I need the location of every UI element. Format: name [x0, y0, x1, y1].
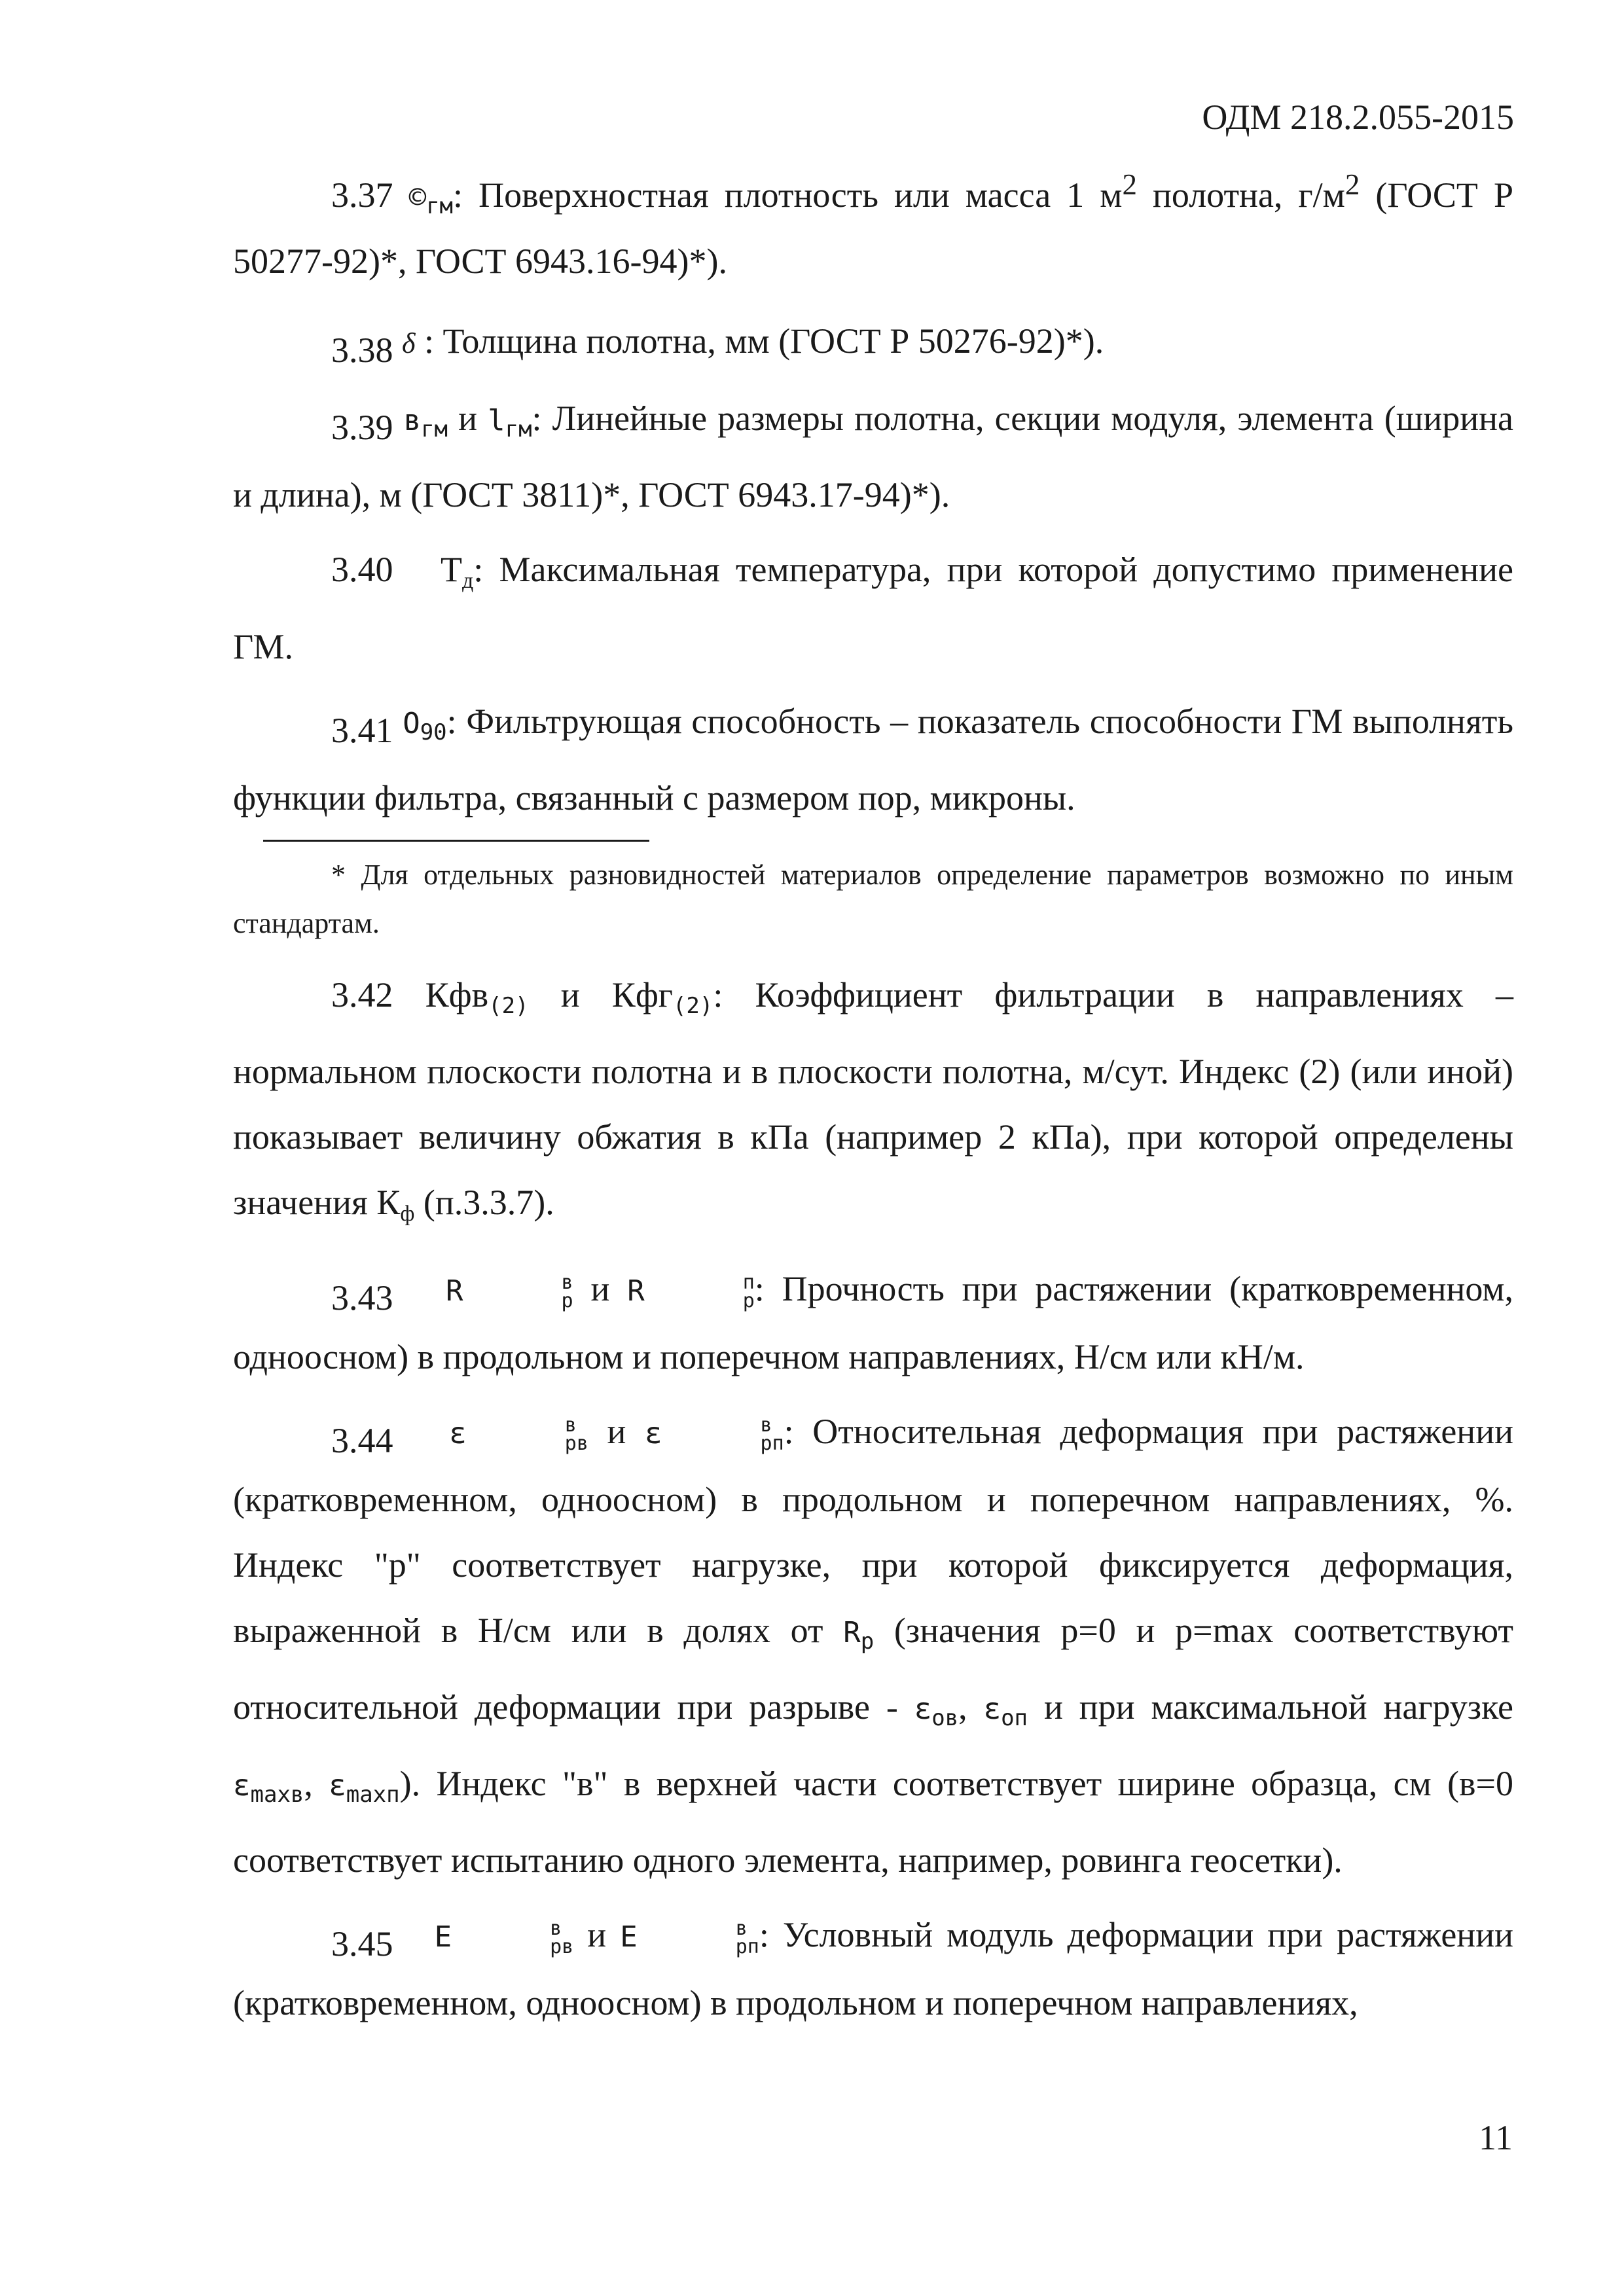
- footnote: * Для отдельных разновидностей материалов определение параметров возможно по иным стандартам.: [233, 859, 1513, 939]
- definitions-block-lower: [233, 962, 1513, 2045]
- definition-3-44: 3.44 ε в рв и ε в рп : Относительная деформация при растяжении (кратковременном, одноосном) в продольном и поперечном направлениях, %. Индекс "р" соответствует нагрузке, при которой фиксируется деформация, выраженной в Н/см или в долях от $R_р$ (значения р=0 и р=max соответствуют относительной деформации при разрыве - $\varepsilon_{ов}$, $\varepsilon_{оп}$ и при максимальной нагрузке $\varepsilon_{maxв}$, $\varepsilon_{maxп}$). Индекс "в" в верхней части соответствует ширине образца, см (в=0 соответствует испытанию одного элемента, например, ровинга геосетки).: [233, 1412, 1514, 1880]
- definition-3-42: 3.42 Кфв$_{(2)}$ и Кфг$_{(2)}$: Коэффициент фильтрации в направлениях – нормальном плоскости полотна и в плоскости полотна, м/сут. Индекс (2) (или иной) показывает величину обжатия в кПа (например 2 кПа), при которой определены значения $К_ф$ (п.3.3.7).: [233, 975, 1513, 1226]
- definition-3-41: 3.41 $О_{90}$: Фильтрующая способность – показатель способности ГМ выполнять функции фильтра, связанный с размером пор, микроны.: [233, 702, 1514, 817]
- definition-3-40: 3.40 $Т_д$: Максимальная температура, при которой допустимо применение ГМ.: [233, 550, 1513, 666]
- definition-3-38: 3.38 δ : Толщина полотна, мм (ГОСТ Р 50276-92)*).: [331, 321, 1104, 370]
- symbol-delta: δ: [402, 327, 416, 359]
- definition-3-43: 3.43 R в р и R п р : Прочность при растяжении (кратковременном, одноосном) в продольном и поперечном направлениях, Н/см или кН/м.: [233, 1269, 1514, 1376]
- footnote-divider: [263, 840, 649, 842]
- symbol-copyright-gm: ©: [408, 181, 427, 214]
- definition-3-39: 3.39 $в_{гм}$ и $l_{гм}$: Линейные размеры полотна, секции модуля, элемента (ширина и длина), м (ГОСТ 3811)*, ГОСТ 6943.17-94)*).: [233, 399, 1513, 514]
- definitions-block-upper: [233, 157, 1513, 840]
- definition-3-45: 3.45 E в рв и E в рп : Условный модуль деформации при растяжении (кратковременном, одноосном) в продольном и поперечном направлениях,: [233, 1915, 1514, 2022]
- page-number: 11: [1479, 2118, 1513, 2157]
- document-code-header: ОДМ 218.2.055-2015: [1202, 98, 1514, 137]
- definition-3-37: 3.37 $©_{гм}$: Поверхностная плотность или масса 1 $м^2$ полотна, $г/м^2$ (ГОСТ Р 50277-92)*, ГОСТ 6943.16-94)*).: [233, 168, 1513, 281]
